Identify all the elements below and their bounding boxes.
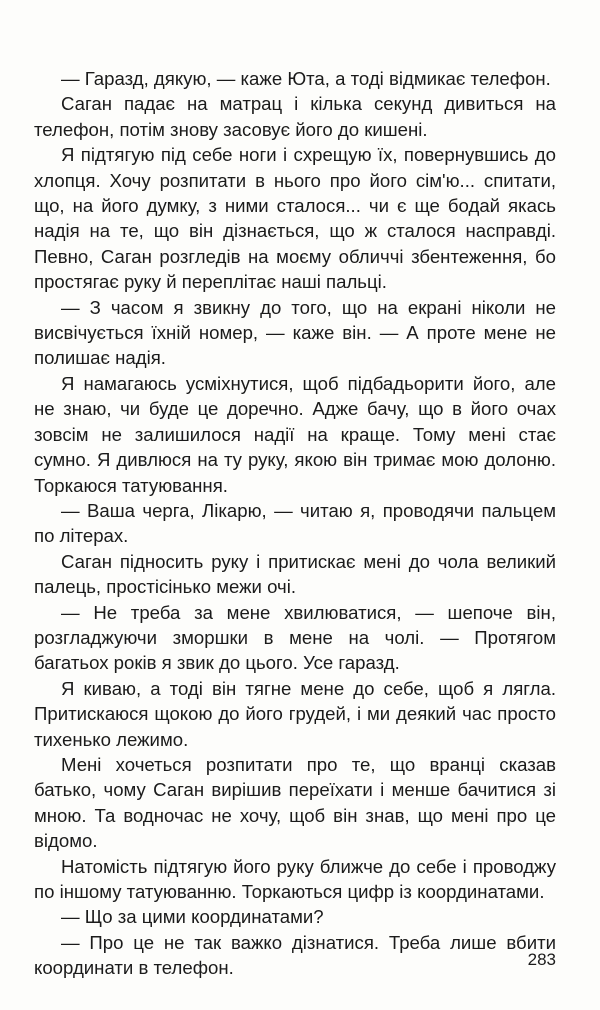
paragraph: Я намагаюсь усміхнутися, щоб підбадьорити його, але не знаю, чи буде це доречно. Адже бачу, що в його очах зовсім не залишилося надії на краще. Тому мені стає сумно. Я дивлюся на ту руку, якою він тримає мою долоню. Торкаюся татуювання. xyxy=(34,372,556,496)
body-text xyxy=(34,66,556,981)
paragraph: Я підтягую під себе ноги і схрещую їх, повернувшись до хлопця. Хочу розпитати в нього про його сім'ю... спитати, що, на його думку, з ними сталося... чи є ще бодай якась надія на те, що він дізнається, що ж сталося насправді. Певно, Саган розгледів на моєму обличчі збентеження, бо простягає руку й переплітає наші пальці. xyxy=(34,144,556,293)
paragraph: — Що за цими координатами? xyxy=(61,906,324,928)
paragraph: Саган падає на матрац і кілька секунд дивиться на телефон, потім знову засовує його до кишені. xyxy=(34,93,556,140)
paragraph: — Ваша черга, Лікарю, — читаю я, проводячи пальцем по літерах. xyxy=(34,499,556,547)
paragraph: Саган підносить руку і притискає мені до чола великий палець, простісінько межи очі. xyxy=(34,550,556,598)
paragraph: Мені хочеться розпитати про те, що вранці сказав батько, чому Саган вирішив переїхати і менше бачитися зі мною. Та водночас не хочу, щоб він знав, що мені про це відомо. xyxy=(34,753,556,852)
paragraph: — З часом я звикну до того, що на екрані ніколи не висвічується їхній номер, — каже він. — А проте мене не полишає надія. xyxy=(34,296,556,369)
paragraph: Натомість підтягую його руку ближче до себе і проводжу по іншому татуюванню. Торкаються цифр із координатами. xyxy=(34,855,556,902)
paragraph: — Гаразд, дякую, — каже Юта, а тоді відмикає телефон. xyxy=(61,68,551,89)
paragraph: — Не треба за мене хвилюватися, — шепоче він, розгладжуючи зморшки в мене на чолі. — Протягом багатьох років я звик до цього. Усе гаразд. xyxy=(34,601,556,674)
paragraph: Я киваю, а тоді він тягне мене до себе, щоб я лягла. Притискаюся щокою до його грудей, і ми деякий час просто тихенько лежимо. xyxy=(34,677,556,750)
page-number: 283 xyxy=(527,950,556,969)
paragraph: — Про це не так важко дізнатися. Треба лише вбити координати в телефон. xyxy=(34,931,556,979)
